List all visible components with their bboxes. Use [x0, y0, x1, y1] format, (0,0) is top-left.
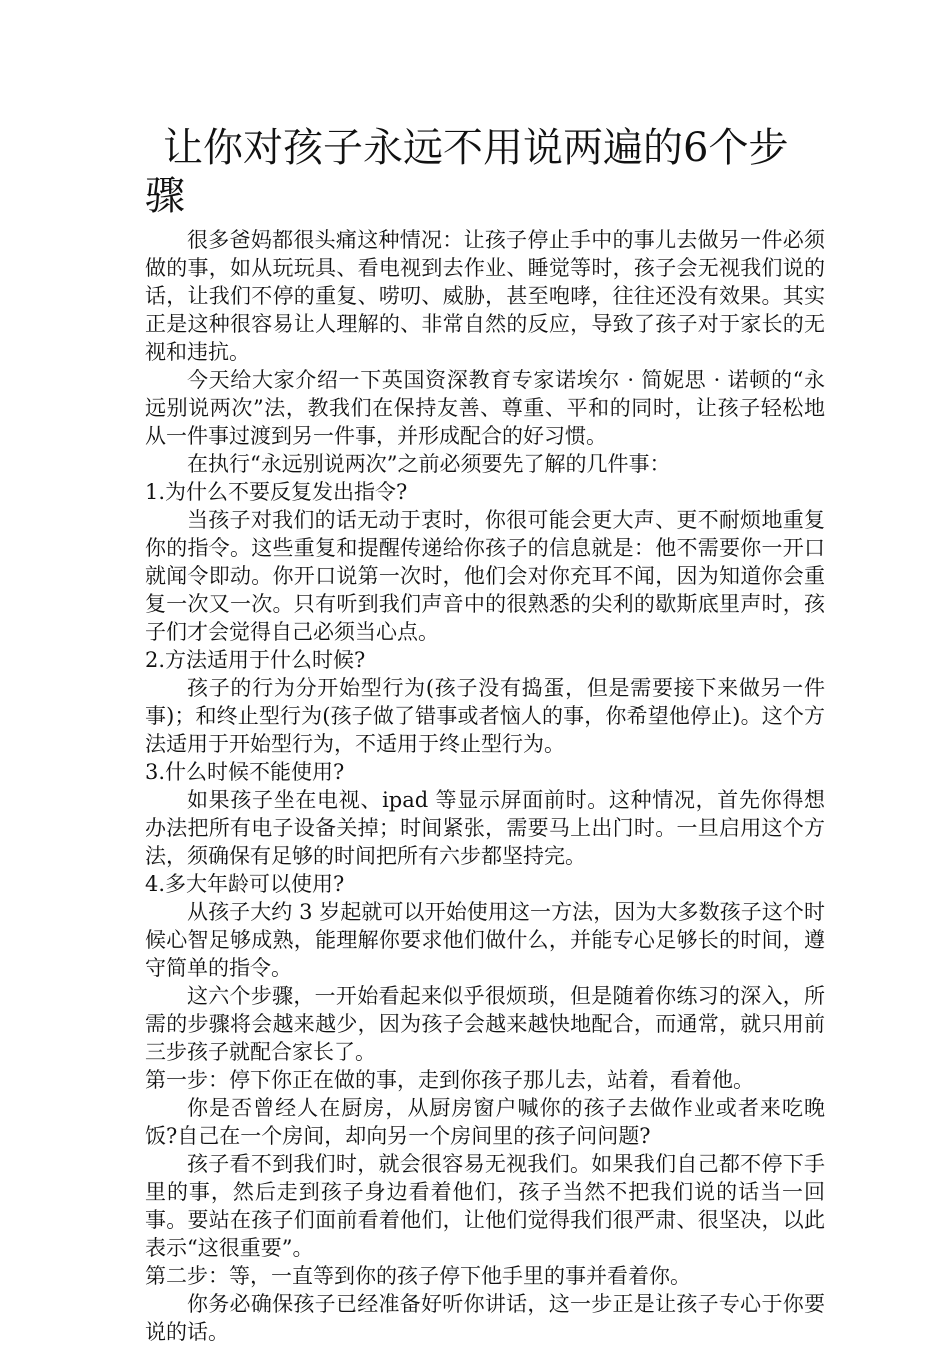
step-heading-2: 第二步：等，一直等到你的孩子停下他手里的事并看着你。 [145, 1264, 691, 1288]
document-page [145, 124, 825, 1346]
intro-paragraph-2: 今天给大家介绍一下英国资深教育专家诺埃尔 · 简妮思 · 诺顿的“永远别说两次”法，教我们在保持友善、尊重、平和的同时，让孩子轻松地从一件事过渡到另一件事，并形成配合的好习惯。 [145, 368, 825, 448]
step-paragraph-2a: 你务必确保孩子已经准备好听你讲话，这一步正是让孩子专心于你要说的话。 [145, 1292, 825, 1344]
section-heading-1: 1.为什么不要反复发出指令? [145, 480, 408, 504]
section-paragraph-2: 孩子的行为分开始型行为(孩子没有捣蛋，但是需要接下来做另一件事)；和终止型行为(孩子做了错事或者恼人的事，你希望他停止)。这个方法适用于开始型行为，不适用于终止型行为。 [145, 676, 825, 756]
section-paragraph-5: 这六个步骤，一开始看起来似乎很烦琐，但是随着你练习的深入，所需的步骤将会越来越少，因为孩子会越来越快地配合，而通常，就只用前三步孩子就配合家长了。 [145, 984, 825, 1064]
step-heading-1: 第一步：停下你正在做的事，走到你孩子那儿去，站着，看着他。 [145, 1068, 754, 1092]
section-paragraph-4: 从孩子大约 3 岁起就可以开始使用这一方法，因为大多数孩子这个时候心智足够成熟，能理解你要求他们做什么，并能专心足够长的时间，遵守简单的指令。 [145, 900, 825, 980]
section-heading-3: 3.什么时候不能使用? [145, 760, 345, 784]
intro-paragraph-1: 很多爸妈都很头痛这种情况：让孩子停止手中的事儿去做另一件必须做的事，如从玩玩具、看电视到去作业、睡觉等时，孩子会无视我们说的话，让我们不停的重复、唠叨、威胁，甚至咆哮，往往还没有效果。其实正是这种很容易让人理解的、非常自然的反应，导致了孩子对于家长的无视和违抗。 [145, 228, 825, 364]
step-paragraph-1b: 孩子看不到我们时，就会很容易无视我们。如果我们自己都不停下手里的事，然后走到孩子身边看着他们，孩子当然不把我们说的话当一回事。要站在孩子们面前看着他们，让他们觉得我们很严肃、很坚决，以此表示“这很重要”。 [145, 1152, 825, 1260]
section-paragraph-3: 如果孩子坐在电视、ipad 等显示屏面前时。这种情况，首先你得想办法把所有电子设备关掉；时间紧张，需要马上出门时。一旦启用这个方法，须确保有足够的时间把所有六步都坚持完。 [145, 788, 825, 868]
step-paragraph-1a: 你是否曾经人在厨房，从厨房窗户喊你的孩子去做作业或者来吃晚饭?自己在一个房间，却向另一个房间里的孩子问问题? [145, 1096, 825, 1148]
document-title: 让你对孩子永远不用说两遍的6个步骤 [145, 125, 789, 219]
section-paragraph-1: 当孩子对我们的话无动于衷时，你很可能会更大声、更不耐烦地重复你的指令。这些重复和提醒传递给你孩子的信息就是：他不需要你一开口就闻令即动。你开口说第一次时，他们会对你充耳不闻，因为知道你会重复一次又一次。只有听到我们声音中的很熟悉的尖利的歇斯底里声时，孩子们才会觉得自己必须当心点。 [145, 508, 825, 644]
section-heading-2: 2.方法适用于什么时候? [145, 648, 366, 672]
section-heading-4: 4.多大年龄可以使用? [145, 872, 345, 896]
intro-paragraph-3: 在执行“永远别说两次”之前必须要先了解的几件事： [187, 452, 671, 476]
document-body [145, 226, 825, 1346]
